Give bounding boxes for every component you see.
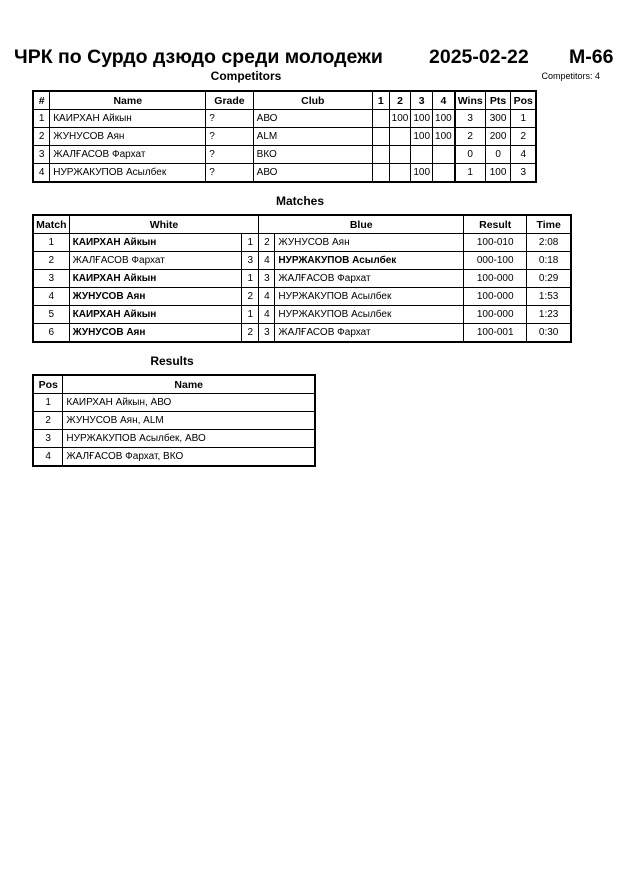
competitor-pos: 3 [511,164,536,183]
match-result: 100-010 [464,234,527,252]
white-number: 1 [242,270,259,288]
competitors-count: Competitors: 4 [541,71,600,81]
col-time: Time [527,215,571,234]
score-cell [389,164,411,183]
col-num: # [33,91,50,110]
score-cell [372,110,389,128]
white-number: 3 [242,252,259,270]
col-score-4: 4 [433,91,455,110]
score-cell [433,146,455,164]
result-pos: 4 [33,448,63,467]
match-time: 0:29 [527,270,571,288]
result-row [33,448,315,467]
match-time: 2:08 [527,234,571,252]
competitor-row [33,128,536,146]
blue-competitor: ЖАЛҒАСОВ Фархат [275,324,464,343]
match-result: 100-000 [464,288,527,306]
blue-competitor: НУРЖАКУПОВ Асылбек [275,252,464,270]
result-name: ЖАЛҒАСОВ Фархат, ВКО [63,448,315,467]
competitor-club: ALM [253,128,372,146]
competitors-title: Competitors [210,69,282,83]
competitor-wins: 1 [455,164,486,183]
score-cell: 100 [433,110,455,128]
score-cell [433,164,455,183]
match-row [33,234,571,252]
col-name: Name [50,91,206,110]
results-table [32,374,316,467]
score-cell: 100 [411,164,433,183]
competitors-header-row [33,91,536,110]
result-row [33,394,315,412]
competitor-row [33,164,536,183]
white-number: 1 [242,234,259,252]
match-result: 100-000 [464,270,527,288]
col-blue: Blue [259,215,464,234]
match-time: 1:53 [527,288,571,306]
competitor-row [33,146,536,164]
match-number: 5 [33,306,69,324]
result-name: НУРЖАКУПОВ Асылбек, AВО [63,430,315,448]
competitor-pos: 4 [511,146,536,164]
col-match: Match [33,215,69,234]
blue-competitor: ЖУНУСОВ Аян [275,234,464,252]
blue-number: 3 [259,324,275,343]
matches-title: Matches [275,194,325,208]
competitor-name: КАИРХАН Айкын [50,110,206,128]
col-white: White [69,215,259,234]
match-row [33,252,571,270]
result-row [33,430,315,448]
event-date: 2025-02-22 [429,46,529,68]
competitor-num: 4 [33,164,50,183]
match-number: 2 [33,252,69,270]
blue-number: 3 [259,270,275,288]
competitor-grade: ? [206,128,253,146]
match-result: 100-000 [464,306,527,324]
white-competitor: ЖУНУСОВ Аян [69,324,242,343]
col-result-name: Name [63,375,315,394]
competitor-grade: ? [206,164,253,183]
white-competitor: ЖАЛҒАСОВ Фархат [69,252,242,270]
page-header [14,46,618,70]
match-time: 1:23 [527,306,571,324]
blue-number: 2 [259,234,275,252]
weight-category: M-66 [569,46,614,68]
blue-number: 4 [259,252,275,270]
white-competitor: КАИРХАН Айкын [69,270,242,288]
col-club: Club [253,91,372,110]
score-cell: 100 [433,128,455,146]
match-row [33,306,571,324]
blue-number: 4 [259,306,275,324]
competitor-pts: 200 [485,128,511,146]
match-row [33,270,571,288]
competitor-pts: 100 [485,164,511,183]
matches-header-row [33,215,571,234]
score-cell: 100 [411,110,433,128]
competitor-num: 1 [33,110,50,128]
col-pts: Pts [485,91,511,110]
match-number: 4 [33,288,69,306]
col-wins: Wins [455,91,486,110]
white-number: 2 [242,324,259,343]
match-number: 1 [33,234,69,252]
col-result-pos: Pos [33,375,63,394]
competitor-wins: 3 [455,110,486,128]
competitor-club: AВО [253,110,372,128]
white-competitor: ЖУНУСОВ Аян [69,288,242,306]
col-result: Result [464,215,527,234]
score-cell [411,146,433,164]
col-grade: Grade [206,91,253,110]
score-cell [372,128,389,146]
competitor-wins: 2 [455,128,486,146]
result-name: КАИРХАН Айкын, AВО [63,394,315,412]
match-row [33,288,571,306]
blue-competitor: НУРЖАКУПОВ Асылбек [275,306,464,324]
competitor-num: 2 [33,128,50,146]
col-score-1: 1 [372,91,389,110]
blue-competitor: ЖАЛҒАСОВ Фархат [275,270,464,288]
competitors-table [32,90,537,183]
competitor-grade: ? [206,146,253,164]
result-name: ЖУНУСОВ Аян, ALM [63,412,315,430]
score-cell [372,146,389,164]
col-score-2: 2 [389,91,411,110]
results-title: Results [150,354,194,368]
white-competitor: КАИРХАН Айкын [69,234,242,252]
match-number: 6 [33,324,69,343]
event-title: ЧРК по Сурдо дзюдо среди молодежи [14,46,383,68]
competitor-name: НУРЖАКУПОВ Асылбек [50,164,206,183]
match-result: 000-100 [464,252,527,270]
results-header-row [33,375,315,394]
competitor-name: ЖУНУСОВ Аян [50,128,206,146]
result-pos: 3 [33,430,63,448]
competitor-pos: 1 [511,110,536,128]
competitor-pos: 2 [511,128,536,146]
competitor-club: ВКО [253,146,372,164]
result-pos: 1 [33,394,63,412]
score-cell [372,164,389,183]
white-number: 1 [242,306,259,324]
match-row [33,324,571,343]
competitor-name: ЖАЛҒАСОВ Фархат [50,146,206,164]
competitor-row [33,110,536,128]
score-cell: 100 [411,128,433,146]
result-row [33,412,315,430]
result-pos: 2 [33,412,63,430]
competitor-num: 3 [33,146,50,164]
competitor-wins: 0 [455,146,486,164]
matches-table [32,214,572,343]
blue-competitor: НУРЖАКУПОВ Асылбек [275,288,464,306]
competitor-pts: 0 [485,146,511,164]
white-number: 2 [242,288,259,306]
white-competitor: КАИРХАН Айкын [69,306,242,324]
col-pos: Pos [511,91,536,110]
score-cell [389,146,411,164]
match-number: 3 [33,270,69,288]
competitor-grade: ? [206,110,253,128]
competitor-pts: 300 [485,110,511,128]
score-cell [389,128,411,146]
score-cell: 100 [389,110,411,128]
match-time: 0:18 [527,252,571,270]
competitor-club: AВО [253,164,372,183]
blue-number: 4 [259,288,275,306]
col-score-3: 3 [411,91,433,110]
match-time: 0:30 [527,324,571,343]
match-result: 100-001 [464,324,527,343]
